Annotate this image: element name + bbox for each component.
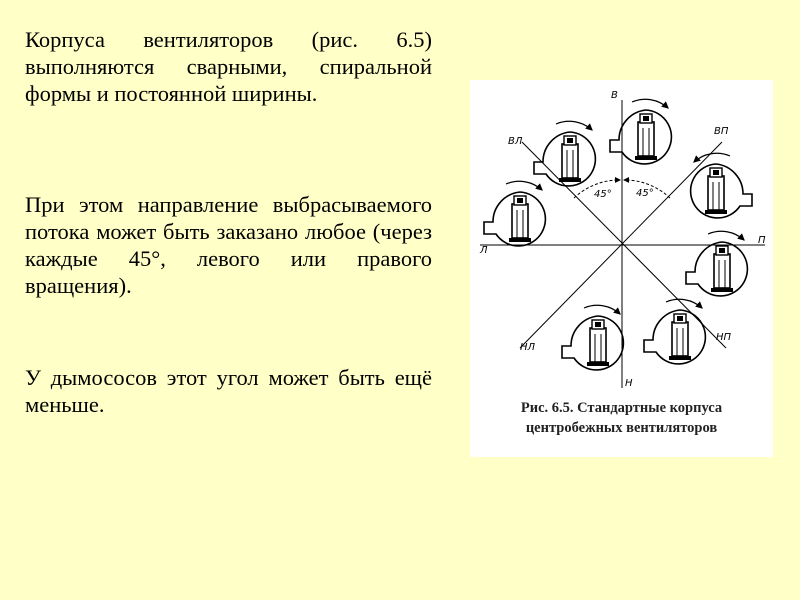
label-vp: ВП bbox=[714, 126, 729, 137]
label-angle-left: 45° bbox=[594, 189, 612, 200]
label-np: НП bbox=[716, 332, 732, 343]
fan-housing-vl bbox=[534, 121, 595, 186]
label-l: Л bbox=[480, 245, 488, 256]
label-p: П bbox=[758, 235, 766, 246]
caption-line-1: Рис. 6.5. Стандартные корпуса bbox=[520, 400, 723, 416]
fan-housing-nl bbox=[562, 305, 623, 370]
fan-housing-vp bbox=[691, 153, 752, 218]
paragraph-smoke-exhausters: У дымососов этот угол может быть ещё меньше. bbox=[25, 365, 432, 417]
figure-caption bbox=[470, 398, 773, 438]
paragraph-housing-description: Корпуса вентиляторов (рис. 6.5) выполняются сварными, спиральной формы и постоянной ширины. bbox=[25, 27, 432, 106]
fan-housing-np bbox=[644, 299, 705, 364]
fan-housing-p bbox=[686, 231, 747, 296]
fan-housing-v bbox=[610, 99, 671, 164]
label-vl: ВЛ bbox=[508, 136, 523, 147]
fan-housing-l bbox=[484, 181, 545, 246]
label-n: Н bbox=[625, 378, 633, 389]
label-angle-right: 45° bbox=[636, 188, 654, 199]
label-nl: НЛ bbox=[520, 342, 536, 353]
paragraph-flow-direction: При этом направление выбрасываемого потока может быть заказано любое (через каждые 45°, левого или правого вращения). bbox=[25, 192, 432, 298]
label-v: В bbox=[611, 90, 618, 101]
caption-line-2: центробежных вентиляторов bbox=[525, 420, 718, 436]
fan-housings-figure bbox=[470, 80, 773, 457]
